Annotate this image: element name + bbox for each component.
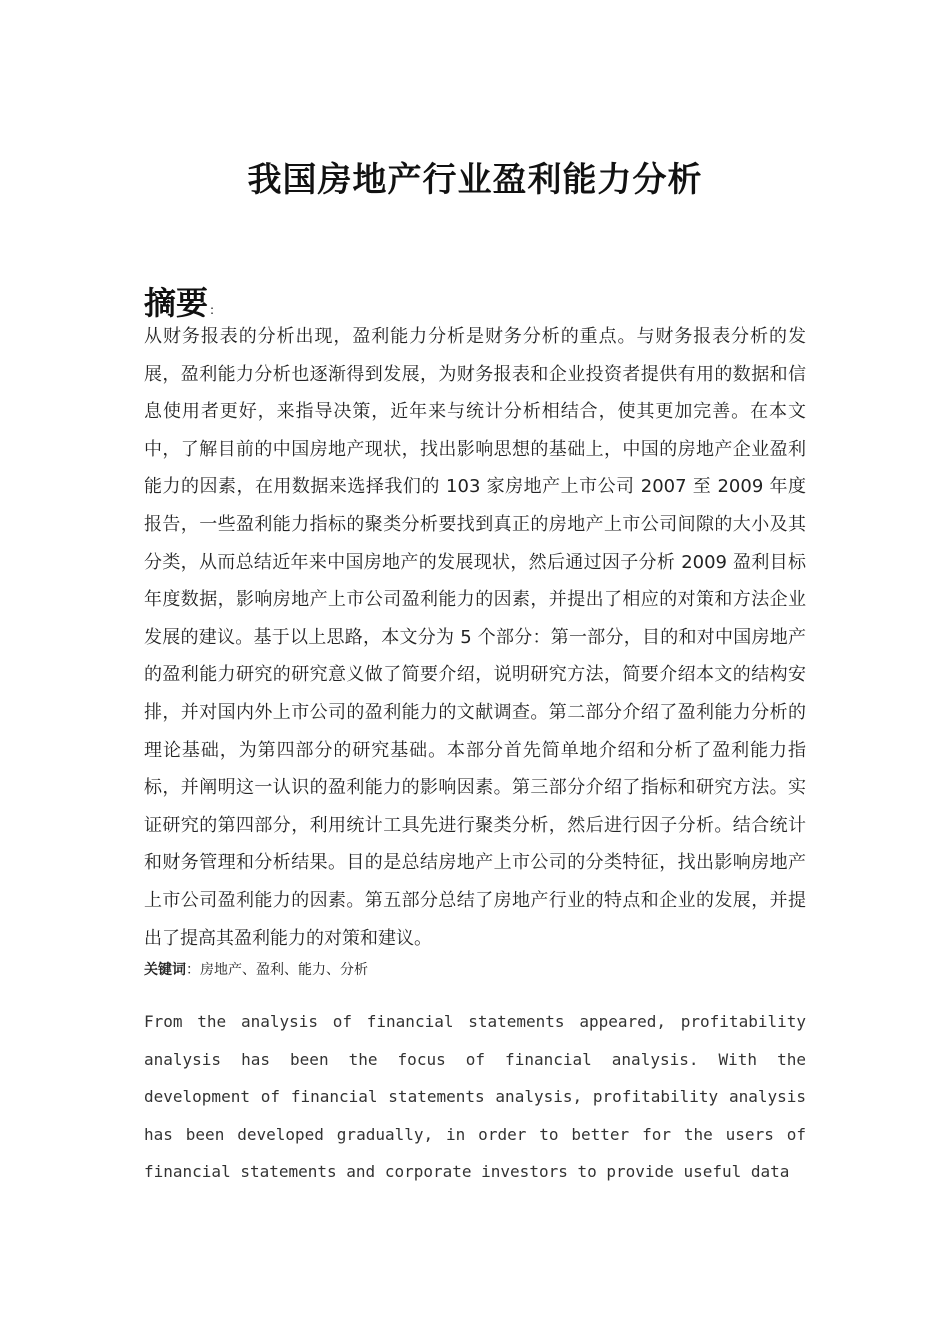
keywords-label: 关键词 [144, 962, 186, 978]
abstract-heading-label: 摘要 [144, 284, 209, 322]
document-title: 我国房地产行业盈利能力分析 [247, 160, 703, 200]
keywords-line [144, 959, 806, 979]
abstract-chinese-paragraph: 从财务报表的分析出现，盈利能力分析是财务分析的重点。与财务报表分析的发展，盈利能力分析也逐渐得到发展，为财务报表和企业投资者提供有用的数据和信息使用者更好，来指导决策，近年来与统计分析相结合，使其更加完善。在本文中，了解目前的中国房地产现状，找出影响思想的基础上，中国的房地产企业盈利能力的因素，在用数据来选择我们的 103 家房地产上市公司 2007 至 2009 年度报告，一些盈利能力指标的聚类分析要找到真正的房地产上市公司间隙的大小及其分类，从而总结近年来中国房地产的发展现状，然后通过因子分析 2009 盈利目标年度数据，影响房地产上市公司盈利能力的因素，并提出了相应的对策和方法企业发展的建议。基于以上思路，本文分为 5 个部分：第一部分，目的和对中国房地产的盈利能力研究的研究意义做了简要介绍，说明研究方法，简要介绍本文的结构安排，并对国内外上市公司的盈利能力的文献调查。第二部分介绍了盈利能力分析的理论基础，为第四部分的研究基础。本部分首先简单地介绍和分析了盈利能力指标，并阐明这一认识的盈利能力的影响因素。第三部分介绍了指标和研究方法。实证研究的第四部分，利用统计工具先进行聚类分析，然后进行因子分析。结合统计和财务管理和分析结果。目的是总结房地产上市公司的分类特征，找出影响房地产上市公司盈利能力的因素。第五部分总结了房地产行业的特点和企业的发展，并提出了提高其盈利能力的对策和建议。 [144, 326, 806, 949]
abstract-heading-colon: : [210, 303, 215, 317]
keywords-colon: ： [186, 962, 200, 978]
abstract-english-paragraph: From the analysis of financial statements appeared, profitability analysis has been the focus of financial analysis. With the development of financial statements analysis, profitability analysis has been developed gradually, in order to better for the users of financial statements and corporate investors to provide useful data [144, 1012, 806, 1181]
keywords-value: 房地产、盈利、能力、分析 [200, 962, 368, 978]
